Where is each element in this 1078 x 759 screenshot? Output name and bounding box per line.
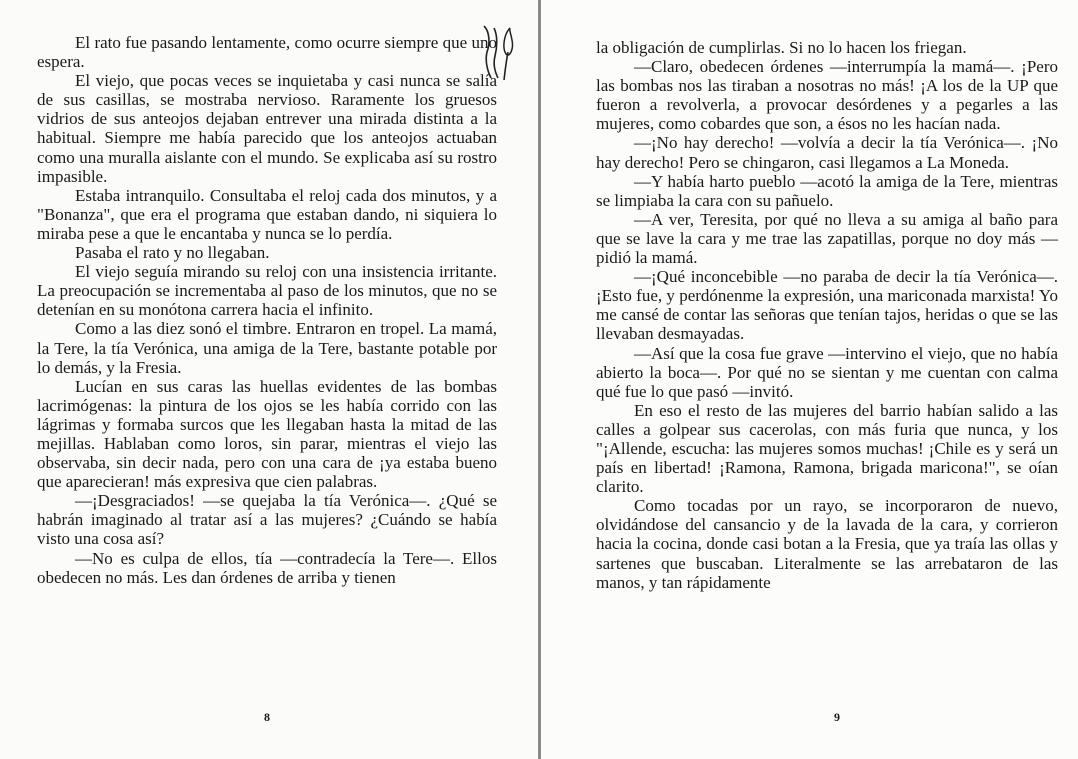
- paragraph: —Así que la cosa fue grave —intervino el viejo, que no había abierto la boca—. Por qué no se sientan y me cuentan con calma qué fue lo que pasó —invitó.: [596, 343, 1058, 401]
- paragraph: —¡Qué inconcebible —no paraba de decir la tía Verónica—. ¡Esto fue, y perdónenme la expresión, una mariconada marxista! Yo me cansé de contar las señoras que tenían tajos, heridas o que se las llevaban desmayadas.: [596, 267, 1058, 344]
- paragraph: Estaba intranquilo. Consultaba el reloj cada dos minutos, y a "Bonanza", que era el programa que estaban dando, ni siquiera lo miraba pese a que le encantaba y nunca se lo perdía.: [37, 185, 497, 243]
- paragraph: En eso el resto de las mujeres del barrio habían salido a las calles a golpear sus cacerolas, con más furia que nunca, y los "¡Allende, escucha: las mujeres somos muchas! ¡Chile es y será un país en libertad! ¡Ramona, Ramona, brigada maricona!", se oían clarito.: [596, 400, 1058, 497]
- paragraph: —Y había harto pueblo —acotó la amiga de la Tere, mientras se limpiaba la cara con su pañuelo.: [596, 171, 1058, 210]
- page-number: 9: [834, 710, 840, 724]
- paragraph: Como a las diez sonó el timbre. Entraron en tropel. La mamá, la Tere, la tía Verónica, una amiga de la Tere, bastante potable por lo demás, y la Fresia.: [37, 319, 497, 377]
- right-page: [541, 0, 1078, 759]
- paragraph: Lucían en sus caras las huellas evidentes de las bombas lacrimógenas: la pintura de los ojos se les había corrido con las lágrimas y formaba surcos que les llegaban hasta la mitad de las mejillas. Hablaban como loros, sin parar, mientras el viejo las observaba, sin decir nada, pero con una cara de ¡ya estaba bueno que aparecieran! más expresiva que cien palabras.: [37, 376, 497, 492]
- right-page-text: [596, 38, 1058, 592]
- paragraph: —¡No hay derecho! —volvía a decir la tía Verónica—. ¡No hay derecho! Pero se chingaron, casi llegamos a La Moneda.: [596, 133, 1058, 172]
- paragraph: —Claro, obedecen órdenes —interrumpía la mamá—. ¡Pero las bombas nos las tiraban a nosotras no más! ¡A los de la UP que fueron a revolverla, a provocar desórdenes y a pegarles a las mujeres, como cobardes que son, a ésos no les hacían nada.: [596, 57, 1058, 134]
- paragraph: Pasaba el rato y no llegaban.: [75, 243, 270, 263]
- paragraph: El viejo, que pocas veces se inquietaba y casi nunca se salía de sus casillas, se mostraba nervioso. Raramente los gruesos vidrios de sus anteojos dejaban entrever una mirada distinta a la habitual. Siempre me había parecido que los anteojos actuaban como una muralla aislante con el mundo. Se explicaba así su rostro impasible.: [37, 71, 497, 186]
- page-number: 8: [264, 710, 270, 724]
- paragraph: El rato fue pasando lentamente, como ocurre siempre que uno espera.: [37, 33, 497, 72]
- handwritten-bracket-mark-icon: [478, 22, 524, 82]
- paragraph: la obligación de cumplirlas. Si no lo hacen los friegan.: [596, 38, 967, 57]
- left-page-text: [37, 33, 497, 587]
- left-page: [0, 0, 538, 759]
- paragraph: —¡Desgraciados! —se quejaba la tía Verónica—. ¿Qué se habrán imaginado al tratar así a las mujeres? ¿Cuándo se había visto una cosa así?: [37, 491, 497, 549]
- paragraph: Como tocadas por un rayo, se incorporaron de nuevo, olvidándose del cansancio y de la lavada de la cara, y corrieron hacia la cocina, donde casi botan a la Fresia, que ya traía las ollas y sartenes que buscaban. Literalmente se las arrebataron de las manos, y tan rápidamente: [596, 496, 1058, 592]
- paragraph: —No es culpa de ellos, tía —contradecía la Tere—. Ellos obedecen no más. Les dan órdenes de arriba y tienen: [37, 548, 497, 587]
- paragraph: —A ver, Teresita, por qué no lleva a su amiga al baño para que se lave la cara y me trae las zapatillas, porque no doy más —pidió la mamá.: [596, 209, 1058, 268]
- paragraph: El viejo seguía mirando su reloj con una insistencia irritante. La preocupación se incrementaba al paso de los minutos, que no se detenían en su monótona carrera hacia el infinito.: [37, 262, 497, 320]
